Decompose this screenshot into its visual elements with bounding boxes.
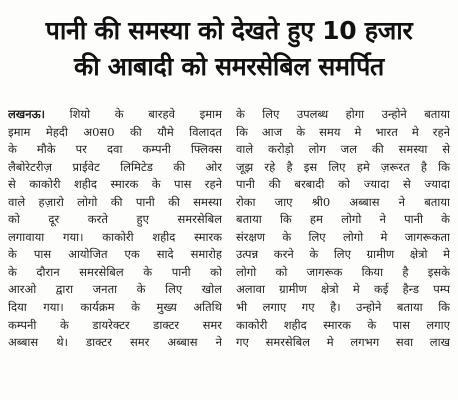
article-line: आरओ द्वारा जनता के लिए खोल [8,282,222,297]
article-line: संरक्षण के लिए लोगो मे जागरूकता [236,229,450,244]
article-line: रोका जाए श्री0 अब्बास ने बताया [236,194,450,209]
article-line: पानी की बरबादी को ज्यादा से ज्यादा [236,177,450,192]
article-first-line [8,106,222,124]
article-line: के लिए उपलब्ध होगा उन्होने बताया [236,107,450,121]
headline-line-1: पानी की समस्या को देखते हुए 10 हजार [45,16,413,45]
article-line: लोगो को जागरूक किया है इसके [236,264,450,279]
article-line: कम्पनी के डायरेक्टर डाक्टर समर [8,317,222,332]
article-line: लगावाया गया। काकोरी शहीद स्मारक [8,229,222,244]
article-line: जूझ रहे है इस लिए हमे ज़रूरत है कि [236,159,450,174]
article-line: के मौके पर दवा कम्पनी फ्लिक्स [8,142,222,157]
article-line: गए समरसेबिल मे लगभग सवा लाख [236,335,450,350]
article-line: काकोरी शहीद स्मारक के पास लगाए [236,317,450,332]
article-line: उत्पन्न करने के लिए ग्रामीण क्षेत्रो मे [236,247,450,262]
article-line: को दूर करते हुए समरसेबिल [8,212,222,227]
article-line: भी लगाए गए है। उन्होने बताया कि [236,300,450,315]
dateline: लखनऊ। [8,107,45,121]
article-line: से काकोरी शहीद स्मारक के पास रहने [8,177,222,192]
article-line: वाले हज़ारो लोगो की पानी की समस्या [8,194,222,209]
article-line: अब्बास थे। डाक्टर समर अब्बास ने [8,335,222,350]
article-first-line-text: शियो के बारहवे इमाम [44,107,222,121]
headline-line-2: की आबादी को समरसेबिल समर्पित [74,52,384,81]
article-body [8,106,450,400]
article-line: अलावा ग्रामीण क्षेत्रो मे कई हैन्ड पम्प [236,282,450,297]
article-column-left [8,106,222,400]
headline [0,14,458,84]
article-line: वाले करोड़ो लोग जल की समस्या से [236,142,450,157]
article-line: लैबोरेटरीज़ प्राईवेट लिमिटेड की ओर [8,159,222,174]
article-line: के पास आयोजित एक सादे समारोह [8,247,222,262]
article-column-right [236,106,450,400]
article-line: इमाम मेहदी अ0स0 की यौमे विलादत [8,124,222,139]
article-line: बताया कि हम लोगो ने पानी के [236,212,450,227]
article-line: के दौरान समरसेबिल के पानी को [8,264,222,279]
article-line: दिया गया। कार्यक्रम के मुख्य अतिथि [8,300,222,315]
article-line: कि आज के समय मे भारत मे रहने [236,124,450,139]
